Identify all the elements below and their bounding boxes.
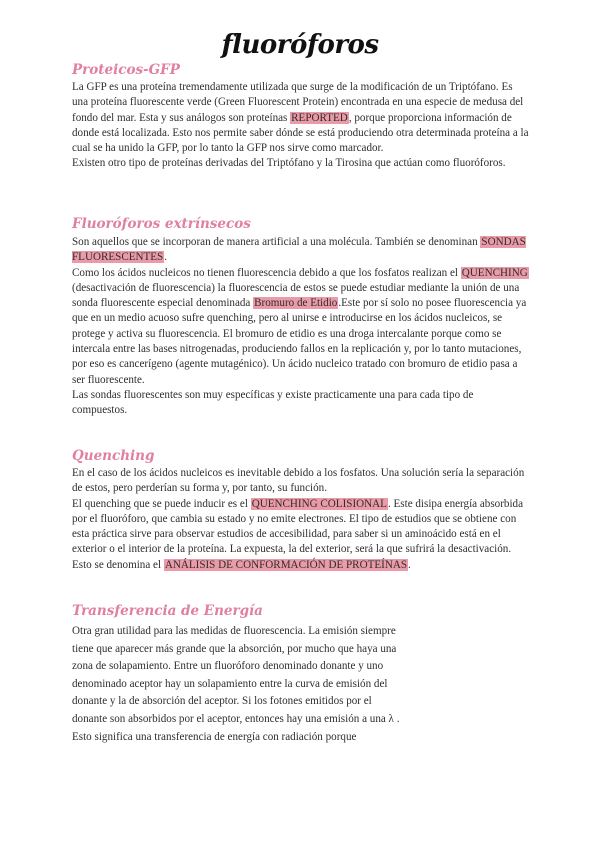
text-run: El quenching que se puede inducir es el bbox=[72, 497, 251, 510]
highlight-bromuro: Bromuro de Etidio bbox=[254, 297, 338, 310]
text-run: Como los ácidos nucleicos no tienen fluorescencia debido a que los fosfatos realizan el bbox=[72, 266, 461, 279]
highlight-quenching: QUENCHING bbox=[461, 266, 528, 279]
text-run: , porque proporciona información de donde está localizada. Esto nos permite saber dónde se está produciendo otra determinada proteína a la cual se ha unido la GFP, por lo tanto la GFP nos sirve como marcador. bbox=[72, 111, 529, 155]
text-run: . bbox=[408, 558, 411, 571]
paragraph bbox=[72, 235, 530, 266]
highlight-reported: REPORTED bbox=[291, 111, 348, 124]
section-body-quenching bbox=[72, 466, 530, 573]
highlight-analisis: ANÁLISIS DE CONFORMACIÓN DE PROTEÍNAS bbox=[164, 558, 408, 571]
paragraph: Las sondas fluorescentes son muy específicas y existe practicamente una para cada tipo de compuestos. bbox=[72, 388, 474, 417]
page-title: fluoróforos bbox=[221, 30, 379, 60]
paragraph bbox=[72, 266, 530, 388]
section-heading-extrinsecos: Fluoróforos extrínsecos bbox=[72, 216, 251, 232]
text-run: . bbox=[164, 251, 168, 264]
section-heading-transferencia: Transferencia de Energía bbox=[72, 603, 263, 619]
paragraph bbox=[72, 497, 530, 573]
paragraph: Existen otro tipo de proteínas derivadas del Triptófano y la Tirosina que actúan como fluoróforos. bbox=[72, 157, 506, 170]
highlight-sondas: SONDAS FLUORESCENTES bbox=[72, 236, 526, 264]
text-run: (desactivación de fluorescencia) la fluorescencia de estos se puede estudiar mediante la unión de una sonda fluorescente especial denominada bbox=[72, 281, 520, 310]
highlight-colisional: QUENCHING COLISIONAL bbox=[251, 497, 387, 510]
section-body-extrinsecos bbox=[72, 235, 530, 419]
text-run: Son aquellos que se incorporan de manera artificial a una molécula. También se denominan bbox=[72, 236, 481, 248]
paragraph: En el caso de los ácidos nucleicos es inevitable debido a los fosfatos. Una solución sería la separación de estos, pero perderían su forma y, por tanto, su función. bbox=[72, 467, 525, 495]
text-run: La GFP es una proteína tremendamente utilizada que surge de la modificación de un Triptófano. Es una proteína fluorescente verde (Green Fluorescent Protein) encontrada en una especie de medusa del fondo del mar. Esta y sus análogos son proteínas bbox=[72, 81, 524, 124]
text-run: . Este disipa energía absorbida por el fluoróforo, que cambia su estado y no emite electrones. El tipo de estudios que se obtiene con esta práctica sirve para observar estudios de accesibilidad, para saber si un aminoácido está en el exterior o el interior de la proteína. La expuesta, la del exterior, será la que sufrirá la desactivación. Esto se denomina el bbox=[72, 497, 524, 571]
section-heading-quenching: Quenching bbox=[72, 448, 155, 464]
section-heading-gfp: Proteicos-GFP bbox=[72, 62, 180, 78]
section-body-transferencia bbox=[72, 623, 402, 746]
paragraph bbox=[72, 80, 530, 156]
section-body-gfp bbox=[72, 80, 530, 172]
paragraph: Otra gran utilidad para las medidas de fluorescencia. La emisión siempre tiene que aparecer más grande que la absorción, por mucho que haya una zona de solapamiento. Entre un fluoróforo denominado donante y uno denominado aceptor hay un solapamiento entre la curva de emisión del donante y la de absorción del aceptor. Si los fotones emitidos por el donante son absorbidos por el aceptor, entonces hay una emisión a una λ . Esto significa una transferencia de energía con radiación porque bbox=[72, 625, 400, 743]
text-run: .Este por sí solo no posee fluorescencia ya que en un medio acuoso sufre quenching, pero al unirse e introducirse en los ácidos nucleicos, se protege y activa su fluorescencia. El bromuro de etidio es una droga intercalante porque como se intercala entre las bases nitrogenadas, produciendo fallos en la replicación y, por lo tanto mutaciones, por eso es cancerígeno (agente mutagénico). Un ácido nucleico tratado con bromuro de etidio pasa a ser fluorescente. bbox=[72, 297, 527, 386]
